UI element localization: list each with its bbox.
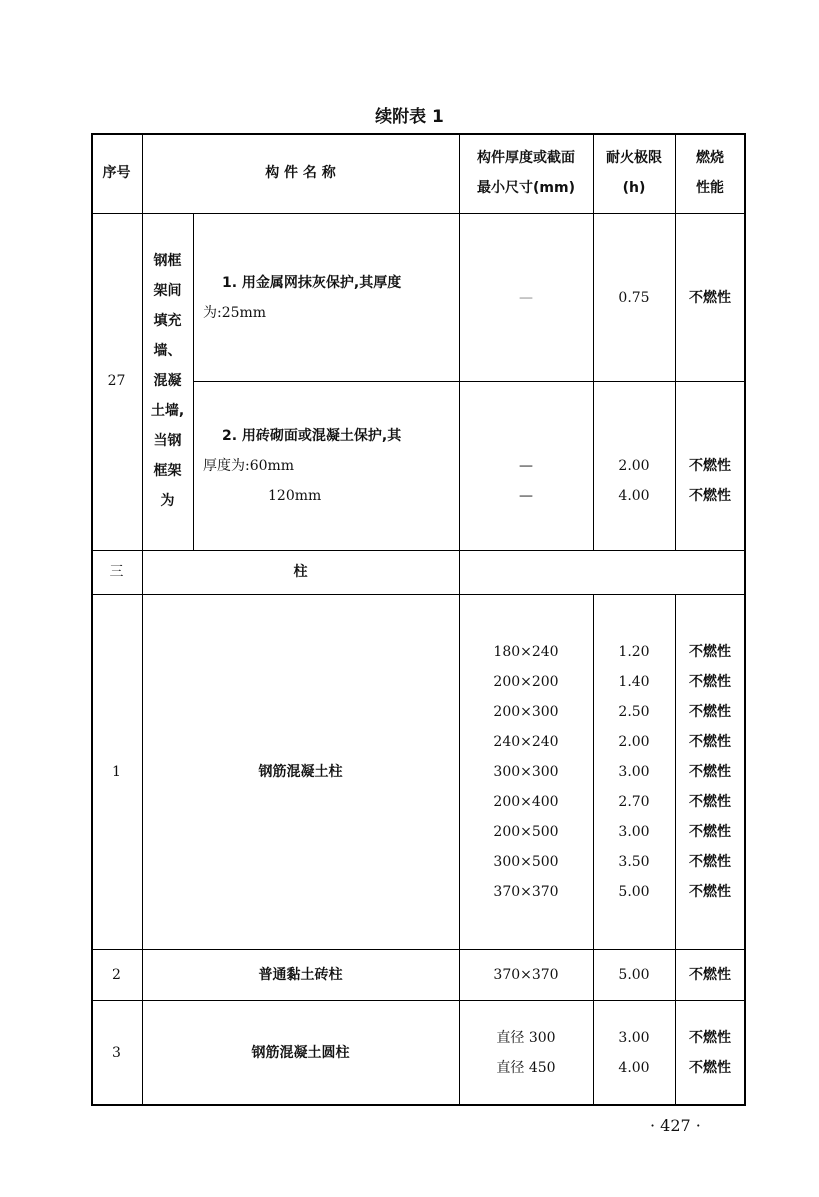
row27-item2-burn: 不燃性 xyxy=(689,488,731,504)
row27-item1-size: — xyxy=(519,290,533,306)
row27-item2-size: — xyxy=(519,458,533,474)
row27-seq: 27 xyxy=(107,373,126,389)
row27-item2-desc-line3: 120mm xyxy=(268,488,322,504)
row3-name: 钢筋混凝土圆柱 xyxy=(251,1045,350,1061)
header-name: 构 件 名 称 xyxy=(265,165,336,181)
row27-item1-burn: 不燃性 xyxy=(689,290,731,306)
header-limit-line1: 耐火极限 xyxy=(606,150,662,166)
header-seq: 序号 xyxy=(102,165,131,181)
table-title: 续附表 1 xyxy=(375,107,444,127)
row3-burn: 不燃性 xyxy=(689,1030,731,1046)
row2-size: 370×370 xyxy=(493,967,559,983)
row3-size: 直径 300 xyxy=(496,1030,556,1046)
row27-item2-size: — xyxy=(519,488,533,504)
row1-seq: 1 xyxy=(112,764,121,780)
header-burn-line2: 性能 xyxy=(696,180,724,196)
row2-seq: 2 xyxy=(112,967,121,983)
row2-name: 普通黏土砖柱 xyxy=(258,967,343,983)
row27-item2-desc-line1: 2. 用砖砌面或混凝土保护,其 xyxy=(222,428,402,444)
row3-seq: 3 xyxy=(112,1045,121,1061)
header-burn-line1: 燃烧 xyxy=(696,150,724,166)
row27-item2-desc-line2: 厚度为:60mm xyxy=(203,458,295,474)
row27-item1-desc-line1: 1. 用金属网抹灰保护,其厚度 xyxy=(222,275,402,291)
row2-limit: 5.00 xyxy=(618,967,650,983)
row27-item2-burn: 不燃性 xyxy=(689,458,731,474)
row2-burn: 不燃性 xyxy=(689,967,731,983)
header-limit-line2: (h) xyxy=(622,180,646,196)
row3-limit: 4.00 xyxy=(618,1060,650,1076)
row27-item1-desc-line2: 为:25mm xyxy=(203,305,267,321)
page-number: · 427 · xyxy=(650,1116,701,1135)
row27-item2-limit: 4.00 xyxy=(618,488,650,504)
row3-size: 直径 450 xyxy=(496,1060,556,1076)
row27-item1-limit: 0.75 xyxy=(618,290,650,306)
row3-burn: 不燃性 xyxy=(689,1060,731,1076)
header-size-line2: 最小尺寸(mm) xyxy=(477,180,575,196)
row27-item2-limit: 2.00 xyxy=(618,458,650,474)
header-size-line1: 构件厚度或截面 xyxy=(477,150,575,166)
row3-limit: 3.00 xyxy=(618,1030,650,1046)
row1-name: 钢筋混凝土柱 xyxy=(258,764,343,780)
section3-seq: 三 xyxy=(109,564,124,580)
section3-name: 柱 xyxy=(293,564,308,580)
